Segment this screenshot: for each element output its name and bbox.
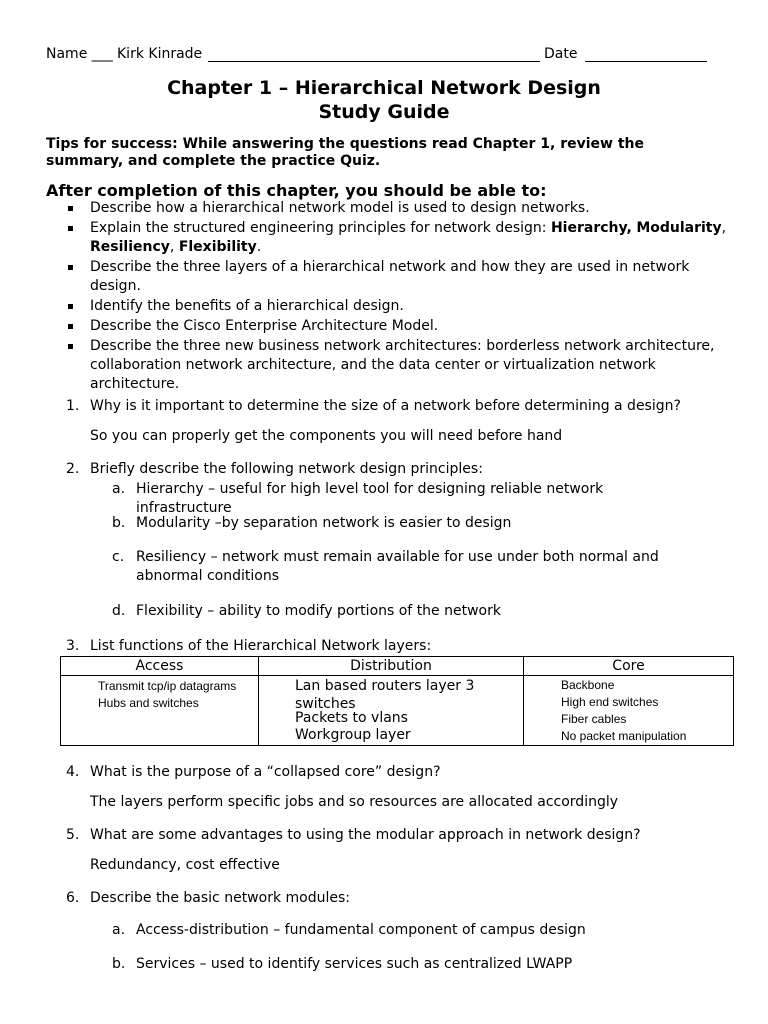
tips-text: While answering the questions read Chapter 1, review the summary, and complete the practice Quiz. <box>46 136 644 169</box>
bullet-icon <box>68 265 73 270</box>
question-3: 3. List functions of the Hierarchical Network layers: <box>66 638 432 654</box>
name-underline <box>208 46 540 62</box>
layers-table <box>60 656 734 746</box>
table-cell: Packets to vlans <box>295 710 408 726</box>
tips-label: Tips for success: <box>46 136 178 152</box>
date-underline <box>585 46 707 62</box>
table-cell: High end switches <box>561 695 659 709</box>
date-label: Date <box>544 46 578 62</box>
sub-item: a. Access-distribution – fundamental component of campus design <box>112 922 586 938</box>
question-4: 4. What is the purpose of a “collapsed core” design? <box>66 764 441 780</box>
table-cell: Fiber cables <box>561 712 627 726</box>
sub-item: d. Flexibility – ability to modify portions of the network <box>112 603 501 619</box>
list-item <box>68 317 728 337</box>
bullet-icon <box>68 324 73 329</box>
page-subtitle: Study Guide <box>318 101 450 123</box>
sub-item: c. Resiliency – network must remain available for use under both normal and abnormal conditions <box>112 549 659 584</box>
objective-text: Identify the benefits of a hierarchical design. <box>90 298 404 314</box>
objective-text: Describe the Cisco Enterprise Architecture Model. <box>90 318 439 334</box>
table-header: Distribution <box>259 657 523 676</box>
table-cell: Hubs and switches <box>98 696 199 710</box>
bullet-icon <box>68 344 73 349</box>
distribution-column <box>259 657 524 745</box>
question-6: 6. Describe the basic network modules: <box>66 890 350 906</box>
list-item <box>68 219 728 259</box>
sub-item: b. Services – used to identify services such as centralized LWAPP <box>112 956 573 972</box>
table-cell: No packet manipulation <box>561 729 687 743</box>
table-cell: Workgroup layer <box>295 727 411 743</box>
table-cell: Transmit tcp/ip datagrams <box>98 679 237 693</box>
question-5: 5. What are some advantages to using the modular approach in network design? <box>66 827 641 843</box>
question-1: 1. Why is it important to determine the size of a network before determining a design? <box>66 398 681 414</box>
list-item <box>68 258 728 298</box>
table-cell: Lan based routers layer 3 switches <box>295 678 475 712</box>
answer-4: The layers perform specific jobs and so resources are allocated accordingly <box>90 794 619 810</box>
access-column <box>61 657 259 745</box>
bullet-icon <box>68 206 73 211</box>
page-title: Chapter 1 – Hierarchical Network Design <box>167 77 601 99</box>
header-line <box>46 46 710 68</box>
list-item <box>68 297 728 317</box>
objective-text: Describe the three layers of a hierarchical network and how they are used in network design. <box>90 259 690 294</box>
name-label: Name ___ <box>46 46 113 62</box>
bullet-icon <box>68 226 73 231</box>
table-header: Access <box>61 657 258 676</box>
answer-5: Redundancy, cost effective <box>90 857 280 873</box>
list-item <box>68 199 728 219</box>
answer-1: So you can properly get the components you will need before hand <box>90 428 563 444</box>
objective-text: Describe how a hierarchical network model is used to design networks. <box>90 200 590 216</box>
sub-item: a. Hierarchy – useful for high level tool for designing reliable network infrastructure <box>112 481 604 516</box>
table-cell: Backbone <box>561 678 615 692</box>
table-header: Core <box>524 657 733 676</box>
objective-text: Explain the structured engineering principles for network design: Hierarchy, Modularity, Resiliency, Flexibility. <box>90 220 727 255</box>
objective-text: Describe the three new business network architectures: borderless network architecture, collaboration network architecture, and the data center or virtualization network architecture. <box>90 338 715 392</box>
tips-paragraph <box>46 136 726 170</box>
sub-item: b. Modularity –by separation network is easier to design <box>112 515 512 531</box>
objectives-heading: After completion of this chapter, you should be able to: <box>46 181 547 200</box>
list-item <box>68 337 728 397</box>
bullet-icon <box>68 304 73 309</box>
question-2: 2. Briefly describe the following network design principles: <box>66 461 483 477</box>
name-value: Kirk Kinrade <box>117 46 203 62</box>
core-column <box>524 657 733 745</box>
